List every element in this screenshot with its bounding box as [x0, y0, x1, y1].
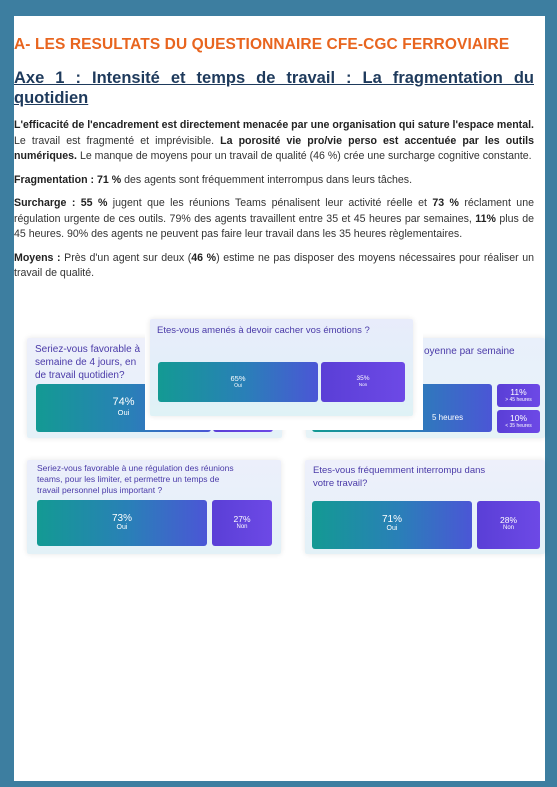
- poll-card-interrupted: [305, 460, 545, 554]
- surcharge-value-2: 73 %: [432, 197, 459, 209]
- moyens-paragraph: [14, 251, 534, 282]
- poll-bar-over-45: [497, 384, 540, 407]
- yes-label: Oui: [386, 525, 398, 532]
- poll-question: oyenne par semaine: [424, 346, 515, 357]
- poll-bar-no: [321, 362, 405, 402]
- poll-bar-yes: [312, 501, 472, 549]
- fragmentation-label: Fragmentation :: [14, 173, 95, 186]
- moyens-text-1: Près d'un agent sur deux (: [60, 251, 192, 264]
- moyens-label: Moyens :: [14, 251, 61, 264]
- document-body: [14, 36, 534, 282]
- poll-question: [313, 464, 538, 490]
- surcharge-text-3: plus de 45 heures. 90% des agents ne peuvent pas faire leur travail dans les 35 heures règlementaires.: [14, 212, 534, 240]
- yes-label: Oui: [116, 524, 128, 531]
- poll-question-line: semaine de 4 jours, en: [35, 357, 137, 368]
- bar-text: 5 heures: [432, 413, 464, 422]
- surcharge-value-3: 11%: [475, 212, 496, 225]
- poll-bar-yes: [37, 500, 207, 546]
- no-percent: 27%: [233, 514, 251, 524]
- fragmentation-paragraph: [14, 173, 534, 189]
- surcharge-value-1: 55 %: [80, 197, 108, 209]
- intro-bold-1: L'efficacité de l'encadrement est directement menacée par une organisation qui sature l'espace mental.: [14, 119, 534, 131]
- poll-bar-yes: [158, 362, 318, 402]
- surcharge-paragraph: [14, 196, 534, 243]
- yes-label: Oui: [117, 408, 130, 417]
- no-label: Non: [358, 382, 368, 387]
- yes-label: Oui: [234, 383, 242, 389]
- fragmentation-value: 71 %: [97, 173, 122, 186]
- intro-text-2: Le manque de moyens pour un travail de qualité (46 %) crée une surcharge cognitive constante.: [77, 150, 532, 162]
- intro-paragraph: [14, 118, 534, 165]
- poll-bar-no: [477, 501, 540, 549]
- no-percent: 35%: [356, 375, 370, 382]
- poll-question-line: votre travail?: [313, 478, 368, 489]
- no-label: Non: [236, 524, 248, 530]
- yes-percent: 74%: [112, 396, 135, 408]
- poll-question-line: Etes-vous fréquemment interrompu dans: [313, 465, 486, 476]
- surcharge-text-2: réclament une régulation urgente de ces outils. 79% des agents travaillent entre 35 et 45 heures par semaines,: [14, 197, 534, 225]
- fragmentation-text: des agents sont fréquemment interrompus dans leurs tâches.: [121, 173, 413, 186]
- no-percent: 28%: [499, 515, 517, 525]
- moyens-text-2: ) estime ne pas disposer des moyens nécessaires pour réaliser un travail de qualité.: [14, 251, 534, 279]
- poll-question-line: Seriez-vous favorable à: [35, 344, 141, 355]
- poll-bar-under-35: [497, 410, 540, 433]
- poll-question-line: Seriez-vous favorable à une régulation des réunions: [37, 463, 234, 473]
- poll-card-hide-emotions: [150, 319, 413, 416]
- poll-question-line: teams, pour les limiter, et permettre un temps de: [37, 474, 220, 484]
- no-label: Non: [502, 525, 514, 531]
- moyens-value: 46 %: [191, 251, 217, 264]
- over-45-label: > 45 heures: [505, 397, 532, 403]
- axe-title: Axe 1 : Intensité et temps de travail : La fragmentation du quotidien: [14, 69, 534, 107]
- poll-question: [37, 463, 277, 496]
- surcharge-label: Surcharge :: [14, 197, 76, 209]
- intro-text-1: Le travail est fragmenté et imprévisible.: [14, 134, 221, 147]
- poll-card-teams-regulation: [27, 460, 281, 554]
- yes-percent: 65%: [230, 374, 246, 383]
- over-45-percent: 11%: [510, 387, 527, 397]
- intro-bold-2: La porosité vie pro/vie perso est accentuée par les outils numériques.: [14, 134, 534, 162]
- yes-percent: 71%: [381, 514, 402, 525]
- poll-question-line: travail personnel plus important ?: [37, 485, 163, 495]
- under-35-label: < 35 heures: [505, 423, 532, 429]
- under-35-percent: 10%: [509, 413, 527, 423]
- poll-bar-no: [212, 500, 272, 546]
- surcharge-text-1: jugent que les réunions Teams pénalisent leur activité réelle et: [107, 197, 433, 209]
- section-title: A- LES RESULTATS DU QUESTIONNAIRE CFE-CGC FERROVIAIRE: [14, 36, 510, 53]
- yes-percent: 73%: [111, 513, 132, 524]
- poll-question: Etes-vous amenés à devoir cacher vos émotions ?: [157, 325, 370, 336]
- poll-question-line: de travail quotidien?: [35, 370, 125, 381]
